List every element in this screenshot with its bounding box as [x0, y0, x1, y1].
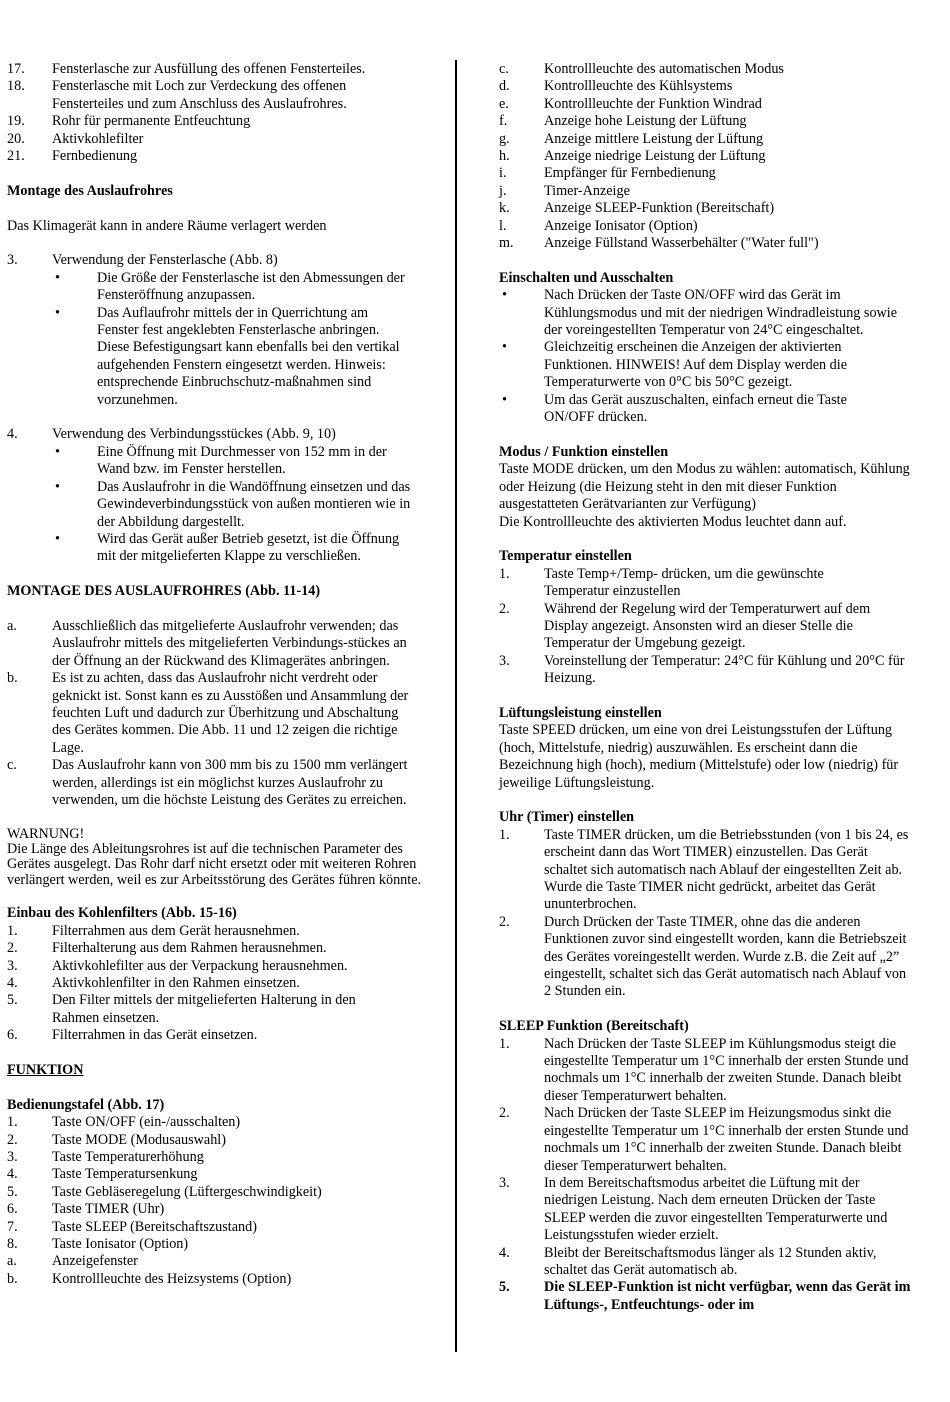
left-column [7, 61, 447, 1288]
list-item: j. Timer-Anzeige [499, 182, 630, 199]
warning-text: Die Länge des Ableitungsrohres ist auf die technischen Parameter des Gerätes ausgelegt. Das Rohr darf nicht ersetzt oder mit weiteren Rohren verlängert werden, weil es zur Arbeitsstörung des Gerätes führen könnte. [7, 840, 422, 888]
list-item: 1. Taste ON/OFF (ein-/ausschalten) [7, 1114, 241, 1131]
list-item: 1. Taste TIMER drücken, um die Betriebsstunden (von 1 bis 24, es erscheint dann das Wort TIMER) einzustellen. Das Gerät schaltet sich automatisch nach Ablauf der eingestellten Zeit ab. Wurde die Taste TIMER nicht gedrückt, arbeitet das Gerät ununterbrochen. [499, 826, 909, 913]
section-heading: Uhr (Timer) einstellen [499, 809, 635, 826]
section-heading: SLEEP Funktion (Bereitschaft) [499, 1018, 689, 1035]
list-item: 8. Taste Ionisator (Option) [7, 1236, 189, 1253]
list-item: 5. Taste Gebläseregelung (Lüftergeschwindigkeit) [7, 1183, 322, 1200]
parts-list [7, 61, 447, 165]
list-item: a. Ausschließlich das mitgelieferte Auslaufrohr verwenden; das Auslaufrohr mittels des mitgelieferten Verbindungs-stückes an der Öffnung an der Rückwand des Klimagerätes anbringen. [7, 617, 407, 669]
section-heading: Temperatur einstellen [499, 548, 632, 565]
filter-list [7, 923, 447, 1045]
list-item: c. Kontrollleuchte des automatischen Modus [499, 61, 784, 77]
list-item: l. Anzeige Ionisator (Option) [499, 217, 698, 234]
bullet-icon: • [55, 530, 60, 547]
list-item: 5. Die SLEEP-Funktion ist nicht verfügbar, wenn das Gerät im Lüftungs-, Entfeuchtungs- oder im [499, 1279, 911, 1313]
column-divider [455, 60, 457, 1352]
list-item: h. Anzeige niedrige Leistung der Lüftung [499, 148, 766, 165]
bullet-item: • Eine Öffnung mit Durchmesser von 152 mm in der Wand bzw. im Fenster herstellen. [52, 444, 420, 479]
list-item: 3. Voreinstellung der Temperatur: 24°C für Kühlung und 20°C für Heizung. [499, 652, 905, 687]
bullet-icon: • [55, 443, 60, 460]
list-item: 20. Aktivkohlefilter [7, 130, 144, 147]
section-heading: Montage des Auslaufrohres [7, 182, 173, 199]
bullet-icon: • [55, 269, 60, 286]
list-item: 1. Filterrahmen aus dem Gerät herausnehmen. [7, 922, 300, 939]
list-item: b. Kontrollleuchte des Heizsystems (Option) [7, 1270, 292, 1287]
list-item: a. Anzeigefenster [7, 1253, 138, 1270]
list-item: 1. Nach Drücken der Taste SLEEP im Kühlungsmodus steigt die eingestellte Temperatur um 1°C innerhalb der ersten Stunde und nochmals um 1°C innerhalb der zweiten Stunde. Danach bleibt dieser Temperaturwert behalten. [499, 1035, 909, 1104]
list-item: e. Kontrollleuchte der Funktion Windrad [499, 95, 762, 112]
section-heading: MONTAGE DES AUSLAUFROHRES (Abb. 11-14) [7, 583, 321, 600]
list-item: 3. Taste Temperaturerhöhung [7, 1149, 204, 1166]
section-heading: Bedienungstafel (Abb. 17) [7, 1096, 165, 1113]
bullet-icon: • [502, 339, 507, 356]
bullet-item: • Wird das Gerät außer Betrieb gesetzt, ist die Öffnung mit der mitgelieferten Klappe zu verschließen. [52, 531, 420, 566]
list-item: 4. Taste Temperatursenkung [7, 1166, 198, 1183]
bullet-item: • Gleichzeitig erscheinen die Anzeigen der aktivierten Funktionen. HINWEIS! Auf dem Display werden die Temperaturwerte von 0°C bis 50°C gezeigt. [499, 339, 911, 391]
list-item: 2. Während der Regelung wird der Temperaturwert auf dem Display angezeigt. Ansonsten wird an dieser Stelle die Temperatur der Umgebung gezeigt. [499, 600, 871, 652]
paragraph: Taste MODE drücken, um den Modus zu wählen: automatisch, Kühlung oder Heizung (die Heizung steht in den mit dieser Funktion ausgestatteten Gerätvarianten zur Verfügung) [499, 461, 910, 513]
list-item: 21. Fernbedienung [7, 148, 138, 165]
list-item: 1. Taste Temp+/Temp- drücken, um die gewünschte Temperatur einzustellen [499, 565, 824, 600]
list-item: m. Anzeige Füllstand Wasserbehälter ("Water full") [499, 235, 819, 252]
section-heading: FUNKTION [7, 1062, 84, 1079]
list-item: 6. Filterrahmen in das Gerät einsetzen. [7, 1027, 258, 1044]
bullet-item: • Die Größe der Fensterlasche ist den Abmessungen der Fensteröffnung anzupassen. [52, 270, 412, 305]
bullet-item: • Um das Gerät auszuschalten, einfach erneut die Taste ON/OFF drücken. [499, 392, 879, 427]
bullet-item: • Das Auslaufrohr in die Wandöffnung einsetzen und das Gewindeverbindungsstück von außen montieren wie in der Abbildung dargestellt. [52, 479, 420, 531]
list-item: 3. In dem Bereitschaftsmodus arbeitet die Lüftung mit der niedrigen Leistung. Nach dem erneuten Drücken der Taste SLEEP werden die zuvor eingestellten Temperaturwerte und Leistungsstufen wieder erzielt. [499, 1174, 888, 1244]
list-item: 2. Durch Drücken der Taste TIMER, ohne das die anderen Funktionen zuvor sind eingestellt worden, kann die Betriebszeit des Gerätes voreingestellt werden. Wurde z.B. die Zeit auf „2” eingestellt, schaltet sich das Gerät automatisch nach Ablauf von 2 Stunden ein. [499, 913, 907, 1000]
list-item: 18. Fensterlasche mit Loch zur Verdeckung des offenen Fensterteiles und zum Anschluss des Auslaufrohres. [7, 78, 347, 112]
bullet-icon: • [502, 287, 507, 304]
panel-list [7, 1114, 447, 1288]
list-item: i. Empfänger für Fernbedienung [499, 165, 716, 182]
panel-list-continued [499, 61, 911, 252]
list-item: 3. Aktivkohlefilter aus der Verpackung herausnehmen. [7, 957, 348, 974]
bullet-item: • Das Auflaufrohr mittels der in Querrichtung am Fenster fest angeklebten Fensterlasche anbringen. Diese Befestigungsart kann ebenfalls bei den vertikal aufgehenden Fenstern eingesetzt werden. Hinweis: entsprechende Einbruchschutz-maßnahmen sind vorzunehmen. [52, 305, 412, 409]
paragraph: Die Kontrollleuchte des aktivierten Modus leuchtet dann auf. [499, 513, 847, 530]
bullet-icon: • [55, 478, 60, 495]
paragraph: Das Klimagerät kann in andere Räume verlagert werden [7, 217, 327, 234]
list-item: d. Kontrollleuchte des Kühlsystems [499, 78, 733, 95]
list-item: f. Anzeige hohe Leistung der Lüftung [499, 113, 747, 130]
list-item: k. Anzeige SLEEP-Funktion (Bereitschaft) [499, 200, 775, 217]
list-item: 3. Verwendung der Fensterlasche (Abb. 8) [7, 252, 278, 269]
bullet-icon: • [55, 304, 60, 321]
list-item: 2. Taste MODE (Modusauswahl) [7, 1131, 226, 1148]
bullet-icon: • [502, 391, 507, 408]
section-heading: Lüftungsleistung einstellen [499, 704, 662, 721]
list-item: 17. Fensterlasche zur Ausfüllung des offenen Fensterteiles. [7, 61, 366, 77]
section-heading: Einbau des Kohlenfilters (Abb. 15-16) [7, 905, 237, 922]
list-item: 4. Aktivkohlenfilter in den Rahmen einsetzen. [7, 975, 300, 991]
paragraph: Taste SPEED drücken, um eine von drei Leistungsstufen der Lüftung (hoch, Mittelstufe, niedrig) auszuwählen. Es erscheint dann die Bezeichnung high (hoch), medium (Mittelstufe) oder low (niedrig) für jeweilige Lüftungsleistung. [499, 722, 899, 791]
list-item: 2. Nach Drücken der Taste SLEEP im Heizungsmodus sinkt die eingestellte Temperatur um 1°C innerhalb der ersten Stunde und nochmals um 1°C innerhalb der zweiten Stunde. Danach bleibt dieser Temperaturwert behalten. [499, 1105, 909, 1174]
list-item: b. Es ist zu achten, dass das Auslaufrohr nicht verdreht oder geknickt ist. Sonst kann es zu Ausstößen und Ansammlung der feuchten Luft und dadurch zur Überhitzung und Abschaltung des Gerätes kommen. Die Abb. 11 und 12 zeigen die richtige Lage. [7, 670, 409, 756]
list-item: 4. Bleibt der Bereitschaftsmodus länger als 12 Stunden aktiv, schaltet das Gerät automatisch ab. [499, 1244, 877, 1278]
list-item: 7. Taste SLEEP (Bereitschaftszustand) [7, 1218, 257, 1235]
list-item: g. Anzeige mittlere Leistung der Lüftung [499, 130, 764, 147]
list-item: 19. Rohr für permanente Entfeuchtung [7, 113, 251, 130]
section-heading: Einschalten und Ausschalten [499, 269, 674, 286]
list-item: 4. Verwendung des Verbindungsstückes (Abb. 9, 10) [7, 426, 336, 443]
right-column [499, 61, 911, 1314]
list-item: c. Das Auslaufrohr kann von 300 mm bis zu 1500 mm verlängert werden, allerdings ist ein möglichst kurzes Auslaufrohr zu verwenden, um die höchste Leistung des Gerätes zu erreichen. [7, 757, 408, 808]
warning-title: WARNUNG! [7, 825, 85, 842]
bullet-item: • Nach Drücken der Taste ON/OFF wird das Gerät im Kühlungsmodus und mit der niedrigen Windradleistung sowie der voreingestellten Temperatur von 24°C eingeschaltet. [499, 287, 911, 339]
list-item: 2. Filterhalterung aus dem Rahmen herausnehmen. [7, 940, 327, 957]
list-item: 5. Den Filter mittels der mitgelieferten Halterung in den Rahmen einsetzen. [7, 992, 356, 1026]
section-heading: Modus / Funktion einstellen [499, 443, 669, 460]
list-item: 6. Taste TIMER (Uhr) [7, 1201, 165, 1218]
